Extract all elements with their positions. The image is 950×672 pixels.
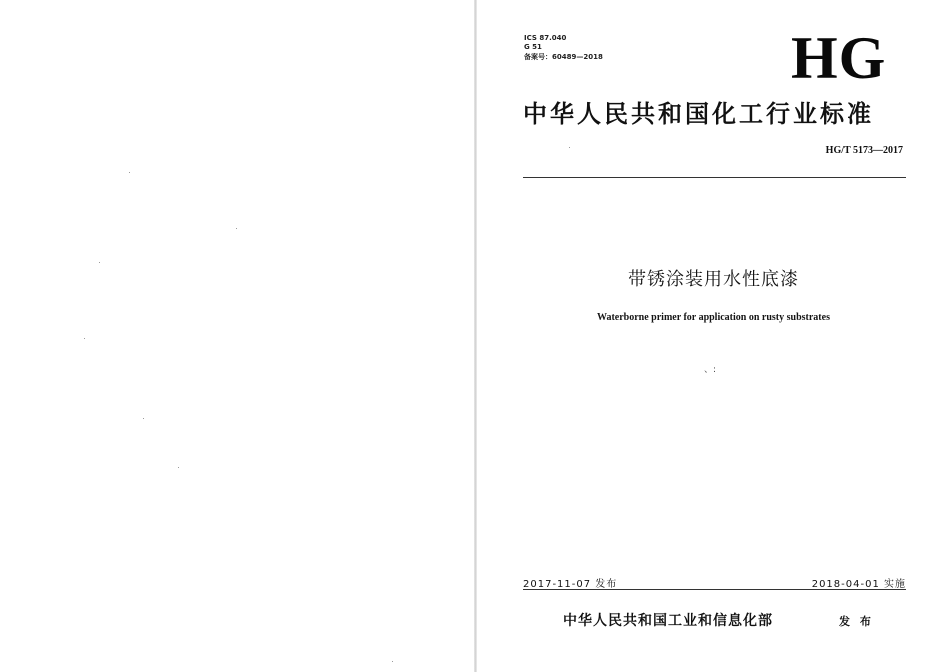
ics-code: ICS 87.040 bbox=[524, 34, 567, 42]
paper-speck bbox=[99, 262, 100, 263]
paper-speck bbox=[236, 228, 237, 229]
standard-body-heading: 中华人民共和国化工行业标准 bbox=[523, 100, 874, 128]
standard-number: HG/T 5173—2017 bbox=[825, 145, 903, 156]
filing-number: 备案号：60489—2018 bbox=[524, 53, 603, 61]
top-divider bbox=[523, 177, 906, 178]
issue-date: 2017-11-07 发布 bbox=[523, 579, 618, 590]
publish-label: 发 布 bbox=[839, 615, 874, 628]
title-english: Waterborne primer for application on rusty substrates bbox=[597, 312, 830, 323]
publisher-name: 中华人民共和国工业和信息化部 bbox=[563, 613, 773, 629]
paper-speck bbox=[569, 147, 570, 148]
paper-speck bbox=[178, 467, 179, 468]
left-blank-page bbox=[0, 0, 474, 672]
bottom-divider bbox=[523, 589, 906, 590]
hg-logo: HG bbox=[791, 25, 887, 91]
cover-page bbox=[477, 0, 950, 672]
paper-speck bbox=[129, 172, 130, 173]
implementation-date: 2018-04-01 实施 bbox=[811, 579, 906, 590]
title-chinese: 带锈涂装用水性底漆 bbox=[628, 269, 799, 290]
paper-speck bbox=[143, 418, 144, 419]
ccs-code: G 51 bbox=[524, 43, 542, 51]
paper-speck bbox=[392, 661, 393, 662]
scan-specks: 、: bbox=[704, 365, 717, 375]
paper-speck bbox=[84, 338, 85, 339]
